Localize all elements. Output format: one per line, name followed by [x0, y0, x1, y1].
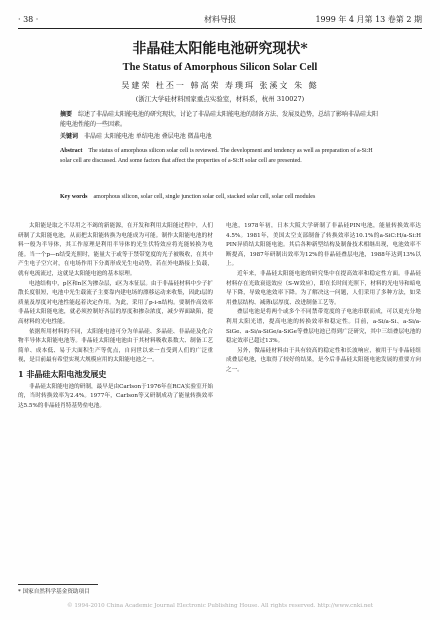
affiliation: (浙江大学硅材料国家重点实验室，材料系，杭州 310027): [135, 95, 305, 103]
keywords-en-label: Key words: [60, 194, 88, 200]
abstract-en-text: The status of amorphous silicon solar cell is reviewed. The development and tendency as well as preparation of a-Si:H solar cell are discussed. And some factors that affect the properties of a-Si:H solar cell are presented.: [60, 148, 373, 164]
title-chinese: 非晶硅太阳能电池研究现状*: [132, 41, 308, 57]
copyright-footer: © 1994-2010 China Academic Journal Electronic Publishing House. All rights reserved. http://www.cnki.net: [67, 603, 373, 609]
title-english: The Status of Amorphous Silicon Solar Cell: [122, 62, 318, 73]
keywords-english: [60, 192, 380, 202]
body-paragraph: 另外，微晶硅材料由于具有较高的稳定性和长波响应，被用于与非晶硅组成叠层电池，也取得了较好的结果，是今后非晶硅太阳能电池发展的重要方向之一。: [226, 347, 421, 373]
footnote-rule: [18, 584, 98, 585]
running-header: [18, 12, 422, 26]
section-heading: 1 非晶硅太阳电池发展史: [18, 368, 107, 379]
abstract-cn-label: 摘要: [60, 111, 73, 118]
body-paragraph: 电池结构中，p区和n区为掺杂层，i区为本征层。由于非晶硅材料中少子扩散长度很短，电池中光生载流子主要靠内建电场的漂移运动来收集，因此i层的质量及厚度对电池性能起着决定作用。为此，采用了p-i-n结构。要制作高效率非晶硅太阳能电池，就必须控制好各层的厚度和掺杂浓度，减少界面缺陷，提高材料的光电性能。: [18, 280, 213, 325]
abstract-english: [60, 146, 380, 166]
body-paragraph: 太阳能是取之不尽用之不竭的新能源，在开发和利用太阳能过程中，人们研制了太阳能电池，从而把太阳能转换为电能成为可能。制作太阳能电池的材料一般为半导体，其工作原理是利用半导体的光生伏特效应将光能转换为电能。当一个p—n结受光照时，能量大于或等于禁带宽度的光子被吸收，在其中产生电子空穴对，在电场作用下分离形成光生电动势，若在外电路接上负载，就有电流流过，这就是太阳能电池的基本原理。: [18, 223, 213, 277]
abstract-cn-text: 综述了非晶硅太阳能电池的研究现状，讨论了非晶硅太阳能电池的制备方法、发展及趋势，总结了影响非晶硅太阳能电池性能的一些因素。: [60, 111, 379, 128]
footnote: * 国家自然科学基金资助项目: [18, 589, 90, 595]
body-paragraph: 依据所用材料的不同，太阳能电池可分为单晶硅、多晶硅、非晶硅及化合物半导体太阳能电池等。非晶硅太阳能电池由于其材料吸收系数大、制备工艺简单、成本低、易于大面积生产等优点，自问世以来一直受到人们的广泛重视，是目前最有希望实现大规模应用的太阳能电池之一。: [18, 328, 213, 364]
body-paragraph: 电池，1978年初，日本大阪大学研制了非晶硅PIN电池，能量转换效率达4.5%。1981年，美国太空支部制备了转换效率达10.1%的a-SiC:H/a-Si:H PIN异质结太阳能电池。其后各种新型结构及制备技术相继出现，电池效率不断提高，1987年研制出效率为12%的非晶硅叠层电池，1988年达到13%以上。: [226, 223, 421, 268]
body-paragraph: 近年来，非晶硅太阳能电池的研究集中在提高效率和稳定性方面。非晶硅材料存在光致衰退效应（S-W效应），即在长时间光照下，材料的光电导和暗电导下降，导致电池效率下降。为了解决这一问题，人们采用了多种方法，如采用叠层结构、减薄i层厚度、改进制备工艺等。: [226, 270, 421, 306]
body-paragraph: 叠层电池是将两个或多个不同禁带宽度的子电池串联而成，可以更充分地利用太阳光谱，提高电池的转换效率和稳定性。目前，a-Si/a-Si、a-Si/a-SiGe、a-Si/a-SiGe/a-SiGe等叠层电池已得到广泛研究，其中三结叠层电池的稳定效率已超过13%。: [226, 309, 421, 345]
abstract-en-label: Abstract: [60, 148, 83, 154]
page-number: · 38 ·: [18, 14, 39, 24]
issue-info: 1999 年 4 月第 13 卷第 2 期: [315, 14, 422, 24]
body-paragraph: 非晶硅太阳能电池的研制，最早是由Carlson于1976年在RCA实验室开始的，当时转换效率为2.4%。1977年，Carlson等又研制成功了能量转换效率达5.5%的非晶硅肖特基势垒电池。: [18, 383, 213, 409]
author-list: 吴建荣 杜丕一 韩高荣 寿璞珥 张溪文 朱 懿: [121, 81, 319, 90]
keywords-chinese: [60, 132, 380, 142]
keywords-en-text: amorphous silicon, solar cell, single junction solar cell, stacked solar cell, solar cell modules: [93, 194, 316, 200]
abstract-chinese: [60, 110, 380, 130]
body-column-left: [18, 222, 213, 411]
journal-name: 材料导报: [204, 14, 236, 24]
keywords-cn-text: 非晶硅 太阳能电池 单结电池 叠层电池 微晶电池: [84, 133, 212, 140]
header-rule: [18, 28, 422, 29]
body-column-right: [226, 222, 421, 376]
keywords-cn-label: 关键词: [60, 133, 79, 140]
